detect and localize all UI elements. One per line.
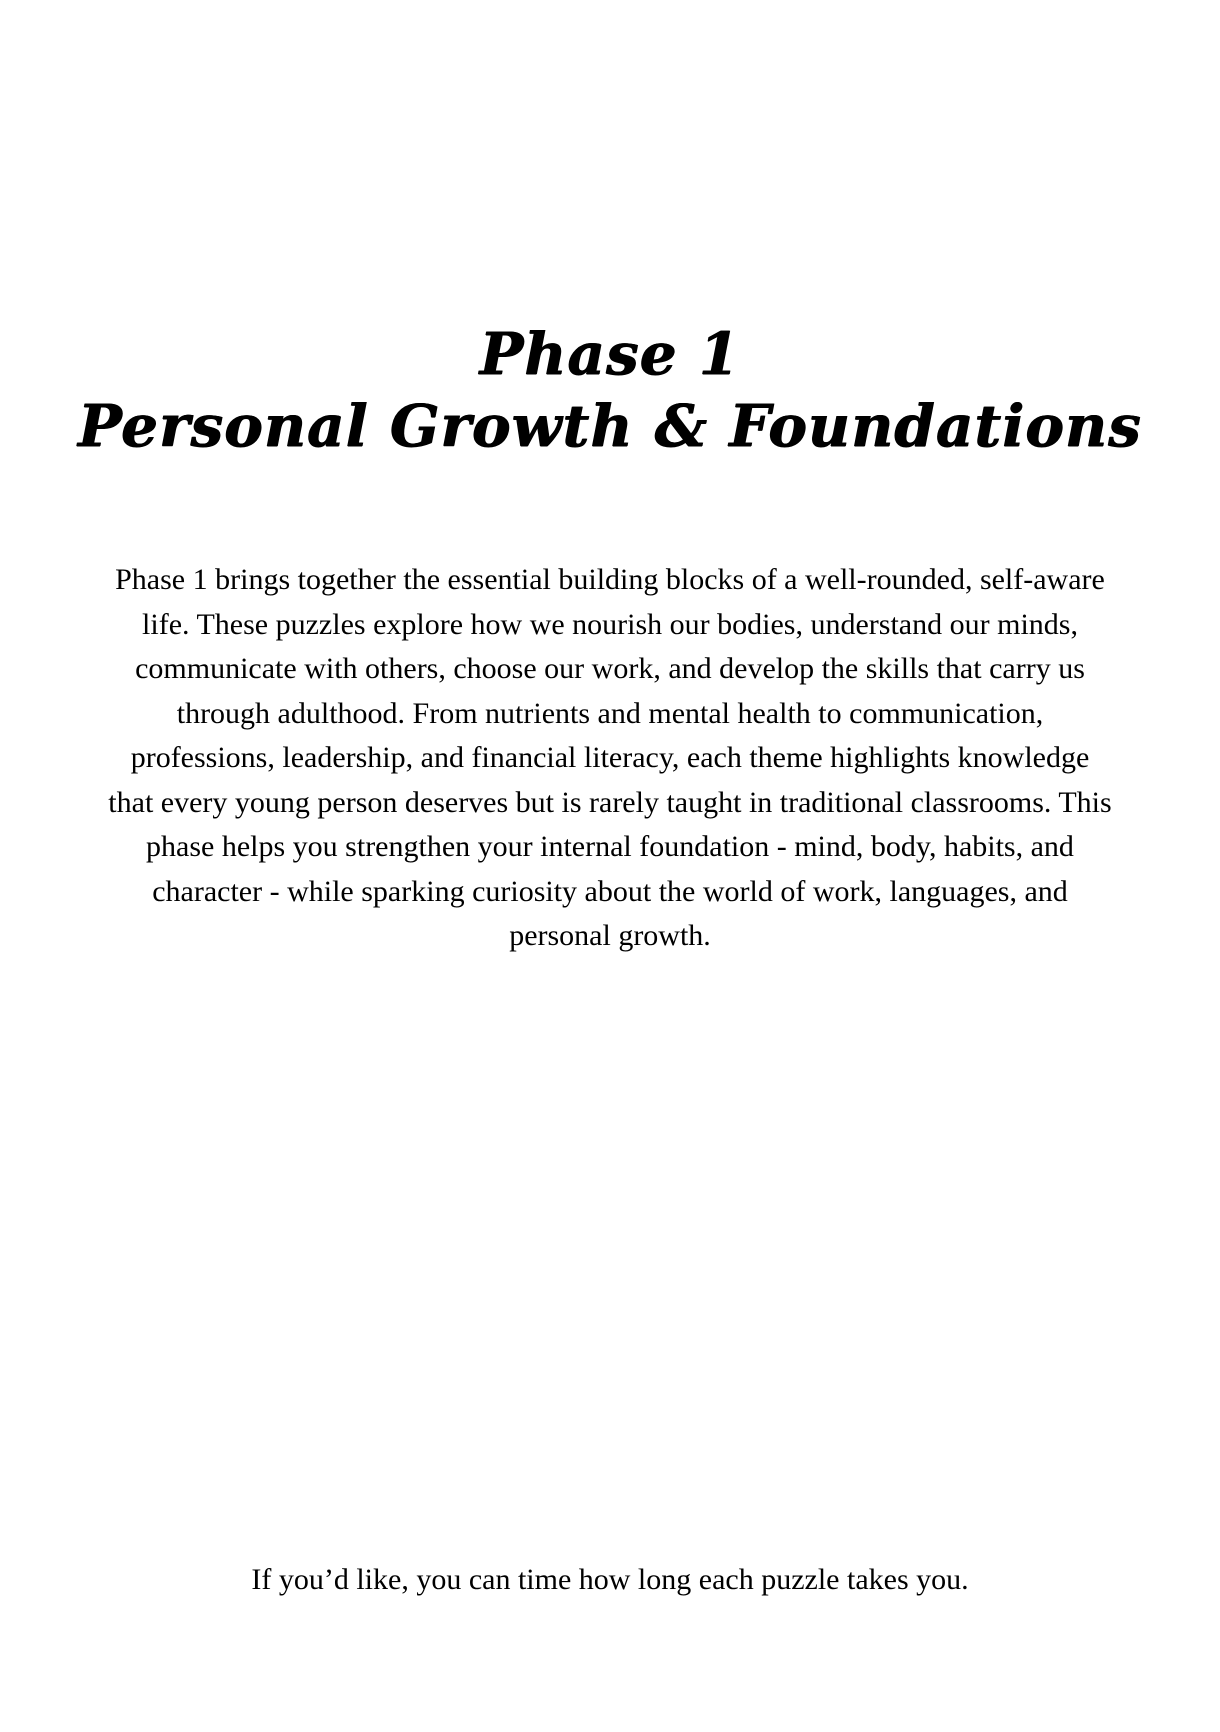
- page-title: Phase 1: [479, 320, 741, 388]
- intro-paragraph: Phase 1 brings together the essential building blocks of a well-rounded, self-aware life. These puzzles explore how we nourish our bodies, understand our minds, communicate with others, choose our work, and develop the skills that carry us through adulthood. From nutrients and mental health to communication, professions, leadership, and financial literacy, each theme highlights knowledge that every young person deserves but is rarely taught in traditional classrooms. This phase helps you strengthen your internal foundation - mind, body, habits, and character - while sparking curiosity about the world of work, languages, and personal growth.: [108, 563, 1112, 952]
- page-subtitle: Personal Growth & Foundations: [78, 392, 1142, 460]
- chapter-title-block: [0, 318, 1220, 462]
- footer-note: If you’d like, you can time how long each puzzle takes you.: [251, 1563, 969, 1596]
